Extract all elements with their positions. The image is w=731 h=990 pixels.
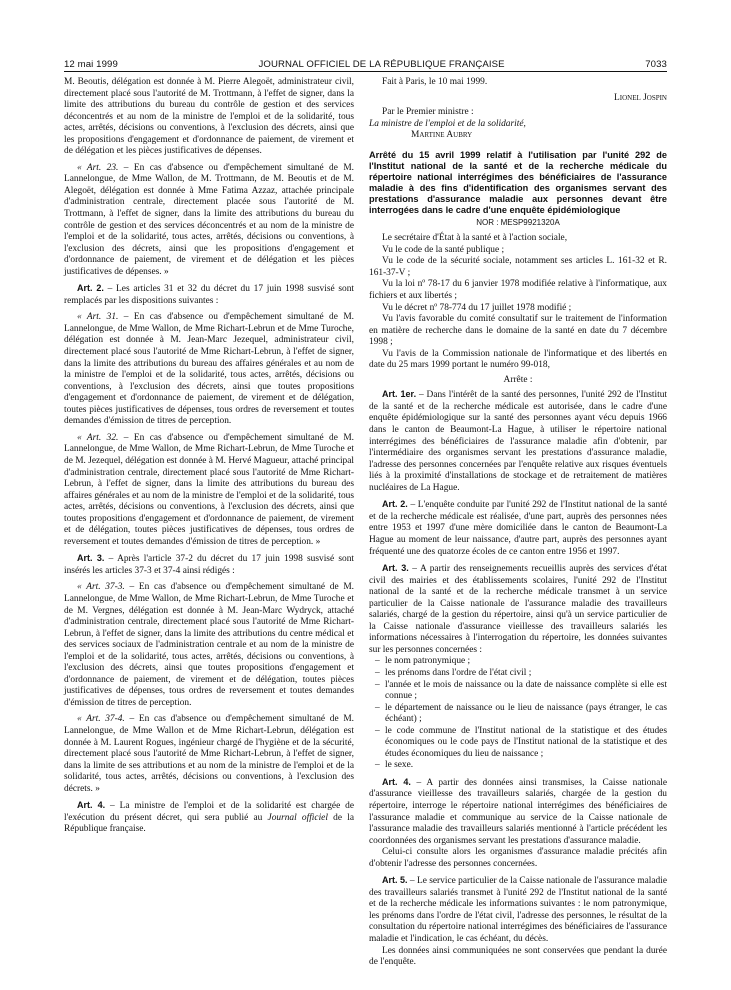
data-list: [369, 656, 667, 771]
signer-prime-minister: Lionel Jospin: [614, 92, 667, 103]
article-label: Art. 2.: [77, 283, 104, 294]
visa-paragraph: Le secrétaire d'État à la santé et à l'action sociale,: [382, 233, 568, 244]
visa-paragraph: Vu l'avis de la Commission nationale de l'informatique et des libertés en date du 25 mars 1999 portant le numéro 99-018,: [369, 348, 667, 371]
paragraph: Celui-ci consulte alors les organismes d'assurance maladie précités afin d'obtenir l'adresse des personnes concernées.: [369, 847, 667, 869]
article-37-3: [64, 582, 354, 709]
article-text: – Après l'article 37-2 du décret du 17 juin 1998 susvisé sont insérés les articles 37-3 et 37-4 ainsi rédigés :: [64, 554, 354, 576]
visa-paragraph: Vu la loi nº 78-17 du 6 janvier 1978 modifiée relative à l'informatique, aux fichiers et aux libertés ;: [369, 279, 667, 302]
article-1: [369, 389, 667, 494]
list-item: – le code commune de l'Institut national de la statistique et des études économiques ou le code pays de l'Institut national de la statistique et des études économiques du lieu de naissance ;: [385, 726, 667, 761]
article-text: – Dans l'intérêt de la santé des personnes, l'unité 292 de l'Institut de la santé et de la recherche médicale est autorisée, dans le cadre d'une enquête épidémiologique sur la santé des personnes ayant vécu depuis 1966 dans le canton de Beaumont-La Hague, à utiliser le répertoire national interrégimes des bénéficiaires de l'assurance maladie afin d'obtenir, par l'intermédiaire des organismes servant les prestations d'assurance maladie, l'adresse des personnes concernées par l'enquête relative aux risques éventuels liés à la proximité d'installations de stockage et de retraitement de matières nucléaires de La Hague.: [369, 390, 667, 493]
article-label: « Art. 23. –: [77, 162, 129, 173]
signer-minister: Martine Aubry: [411, 130, 473, 141]
paragraph: M. Beoutis, délégation est donnée à M. Pierre Alegoët, administrateur civil, directement placé sous l'autorité de M. Trottmann, à l'effet de signer, dans la limite des attributions du bureau du contrôle de gestion et des services déconcentrés et au nom de la ministre de l'emploi et de la solidarité, tous actes, arrêtés, décisions ou conventions, à l'exclusion des décrets, ainsi que les propositions d'engagement et d'ordonnance de paiement, de virement et de délégation et les pièces justificatives de dépenses.: [64, 77, 354, 157]
article-text: En cas d'absence ou d'empêchement simultané de M. Lannelongue, de Mme Wallon, de Mme Richart-Lebrun et de Mme Turoche, délégation est donnée à M. Jean-Marc Jezequel, administrateur civil, directement placé sous l'autorité de Mme Richart-Lebrun, à l'effet de signer, dans la limite des attributions du bureau des affaires générales et au nom de la ministre de l'emploi et de la solidarité, tous actes, arrêtés, décisions ou conventions, à l'exclusion des décrets, ainsi que toutes propositions d'engagement et d'ordonnance de paiement, de virement et de délégation, toutes pièces justificatives de dépenses, tous ordres de reversement et toutes demandes d'émission de titres de perception.: [64, 312, 354, 427]
article-3: [369, 563, 667, 656]
article-text: En cas d'absence ou d'empêchement simultané de M. Lannelongue, de Mme Wallon et de Mme Richart-Lebrun, délégation est donnée à M. Laurent Rogues, ingénieur chargé de l'hygiène et de la sécurité, directement placé sous l'autorité de Mme Richart-Lebrun, à l'effet de signer, dans la limite de ses attributions et au nom de la ministre de l'emploi et de la solidarité, tous actes, arrêtés, décisions ou conventions, à l'exclusion des décrets. »: [64, 714, 355, 794]
list-item: – les prénoms dans l'ordre de l'état civil ;: [385, 668, 667, 680]
left-column: [64, 77, 354, 836]
article-4: [369, 777, 667, 847]
article-2: [64, 283, 354, 307]
nor-reference: NOR : MESP9921320A: [476, 217, 560, 227]
article-label: « Art. 31. –: [77, 312, 129, 323]
header-journal-title: JOURNAL OFFICIEL DE LA RÉPUBLIQUE FRANÇAISE: [258, 59, 505, 70]
visa-paragraph: Vu l'avis favorable du comité consultatif sur le traitement de l'information en matière de recherche dans le domaine de la santé en date du 7 décembre 1998 ;: [369, 314, 667, 348]
article-text: – La ministre de l'emploi et de la solidarité est chargée de l'exécution du présent décret, qui sera publié au: [64, 801, 354, 823]
journal-officiel-text: Journal officiel: [267, 812, 328, 823]
article-5: [369, 875, 667, 945]
arrete-title: Arrêté du 15 avril 1999 relatif à l'utilisation par l'unité 292 de l'Institut national de la santé et de la recherche médicale du répertoire national interrégimes des bénéficiaires de l'assurance maladie à des fins d'identification des organismes servant des prestations d'assurance maladie aux personnes devant être interrogées dans le cadre d'une enquête épidémiologique: [369, 149, 667, 215]
article-label: Art. 4.: [77, 800, 106, 811]
article-label: Art. 2.: [382, 499, 408, 510]
article-2: [369, 499, 667, 558]
article-text: – A partir des données ainsi transmises, la Caisse nationale d'assurance vieillesse des travailleurs salariés, chargée de la gestion du répertoire, interroge le répertoire national interrégimes des bénéficiaires de l'assurance maladie et communique au service de la Caisse nationale de l'assurance maladie des travailleurs salariés mentionné à l'article précédent les coordonnées des organismes servant les prestations d'assurance maladie.: [369, 777, 667, 846]
list-item: – le sexe.: [385, 760, 667, 772]
header-date: 12 mai 1999: [64, 59, 118, 70]
article-label: Art. 3.: [382, 563, 409, 574]
visa-paragraph: Vu le décret nº 78-774 du 17 juillet 1978 modifié ;: [382, 302, 572, 313]
article-4: [64, 800, 354, 836]
right-column: [369, 77, 667, 969]
article-23: [64, 163, 354, 278]
article-label: « Art. 37-3. –: [77, 582, 135, 593]
header-page-number: 7033: [645, 59, 667, 70]
list-item: – l'année et le mois de naissance ou la date de naissance complète si elle est connue ;: [385, 680, 667, 703]
par-le-premier-ministre: Par le Premier ministre :: [382, 107, 474, 118]
article-text: – Les articles 31 et 32 du décret du 17 juin 1998 susvisé sont remplacés par les dispositions suivantes :: [64, 284, 354, 306]
fait-a-paris: Fait à Paris, le 10 mai 1999.: [382, 77, 488, 87]
article-text: En cas d'absence ou d'empêchement simultané de M. Lannelongue, de Mme Wallon, de Mme Richart-Lebrun, de Mme Turoche et de M. Jezequel, délégation est donnée à M. Hervé Magueur, attaché principal d'administration centrale, directement placé sous l'autorité de Mme Richart-Lebrun, à l'effet de signer, dans la limite des attributions du bureau des affaires générales et au nom de la ministre de l'emploi et de la solidarité, tous actes, arrêtés, décisions ou conventions, à l'exclusion des décrets, ainsi que toutes propositions d'engagement et d'ordonnance de paiement, de virement et de délégation, toutes pièces justificatives de dépenses, tous ordres de reversement et toutes demandes d'émission de titres de perception. »: [64, 432, 354, 547]
article-31: [64, 312, 354, 427]
article-text-end: de la République française.: [64, 812, 355, 835]
minister-title: La ministre de l'emploi et de la solidarité,: [369, 118, 526, 129]
arrete-heading: Arrête :: [503, 374, 533, 385]
visa-paragraph: Vu le code de la santé publique ;: [382, 244, 505, 255]
header-rule: [64, 71, 667, 72]
paragraph: Les données ainsi communiquées ne sont conservées que pendant la durée de l'enquête.: [369, 945, 667, 968]
article-32: [64, 433, 354, 548]
visa-paragraph: Vu le code de la sécurité sociale, notamment ses articles L. 161-32 et R. 161-37-V ;: [369, 256, 667, 278]
article-label: « Art. 32. –: [77, 432, 129, 443]
article-label: Art. 3.: [77, 553, 105, 564]
article-label: Art. 5.: [382, 875, 408, 886]
article-text: En cas d'absence ou d'empêchement simultané de M. Lannelongue, de Mme Wallon, de M. Trottmann, de M. Beoutis et de M. Alegoët, délégation est donnée à Mme Fatima Azzaz, attachée principale d'administration centrale, directement placée sous l'autorité de M. Trottmann, à l'effet de signer, dans la limite des attributions du bureau du contrôle de gestion et des services déconcentrés et au nom de la ministre de l'emploi et de la solidarité, tous actes, arrêtés, décisions ou conventions, à l'exclusion des décrets, ainsi que les propositions d'engagement et d'ordonnance de paiement, de virement et de délégation et les pièces justificatives de dépenses. »: [64, 162, 354, 277]
article-3: [64, 553, 354, 577]
article-label: Art. 1er.: [382, 389, 417, 400]
article-text: – A partir des renseignements recueillis auprès des services d'état civil des mairies et des établissements scolaires, l'unité 292 de l'Institut national de la santé et de la recherche médicale transmet à un service particulier de la Caisse nationale de l'assurance maladie des travailleurs salariés, chargé de la gestion du répertoire, ainsi qu'à un service particulier de la Caisse nationale d'assurance vieillesse des travailleurs salariés les informations nécessaires à l'interrogation du répertoire, les données suivantes sur les personnes concernées :: [369, 564, 667, 655]
article-label: « Art. 37-4. –: [77, 714, 135, 725]
list-item: – le nom patronymique ;: [385, 656, 667, 668]
article-text: En cas d'absence ou d'empêchement simultané de M. Lannelongue, de Mme Wallon, de Mme Richart-Lebrun, de Mme Turoche et de M. Vergnes, délégation est donnée à M. Jean-Marc Wydryck, attaché d'administration centrale, directement placé sous l'autorité de Mme Richart-Lebrun, à l'effet de signer, dans la limite des attributions du centre médical et des services sociaux de l'administration centrale et au nom de la ministre de l'emploi et de la solidarité, tous actes, arrêtés, décisions ou conventions, à l'exclusion des décrets, ainsi que toutes propositions d'engagement et d'ordonnance de paiement, de virement et de délégation, toutes pièces justificatives de dépenses, tous ordres de reversement et toutes demandes d'émission de titres de perception.: [64, 582, 355, 708]
article-text: – L'enquête conduite par l'unité 292 de l'Institut national de la santé et de la recherche médicale est réalisée, d'une part, auprès des personnes nées entre 1953 et 1997 d'une mère domiciliée dans le canton de Beaumont-La Hague au moment de leur naissance, d'autre part, auprès des personnes ayant fréquenté une des quatorze écoles de ce canton entre 1956 et 1997.: [369, 500, 667, 557]
page-header: [64, 56, 667, 70]
article-label: Art. 4.: [382, 776, 411, 787]
list-item: – le département de naissance ou le lieu de naissance (pays étranger, le cas échéant) ;: [385, 703, 667, 726]
article-37-4: [64, 714, 354, 795]
article-text: – Le service particulier de la Caisse nationale de l'assurance maladie des travailleurs salariés transmet à l'unité 292 de l'Institut national de la santé et de la recherche médicale les informations suivantes : le nom patronymique, les prénoms dans l'ordre de l'état civil, l'adresse des personnes, le résultat de la consultation du répertoire national interrégimes des bénéficiaires de l'assurance maladie et l'indication, le cas échéant, du décès.: [369, 876, 667, 944]
